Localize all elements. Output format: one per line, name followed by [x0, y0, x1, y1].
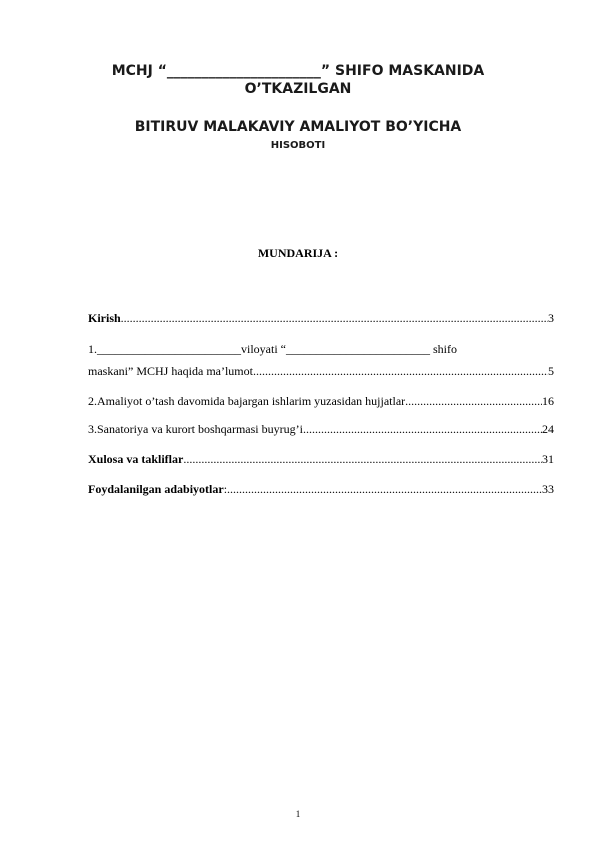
toc-dot-leader	[183, 451, 542, 468]
toc-entry-page: 5	[548, 364, 554, 378]
toc-entry-references	[88, 481, 554, 498]
page-number: 1	[295, 809, 301, 819]
toc-entry-company-info	[88, 341, 554, 380]
toc-entry-conclusion	[88, 451, 554, 468]
toc-dot-leader	[121, 310, 548, 327]
title-line-1-continued: O’TKAZILGAN	[244, 81, 352, 97]
toc-entry-page: 33	[542, 482, 554, 496]
toc-dot-leader	[227, 481, 542, 498]
toc-entry-page: 31	[542, 452, 554, 466]
toc-dot-leader	[253, 363, 548, 380]
toc-entry-label: 2.Amaliyot o’tash davomida bajargan ishlarim yuzasidan hujjatlar	[88, 394, 406, 408]
toc-entry-label: 3.Sanatoriya va kurort boshqarmasi buyrug’i	[88, 422, 303, 436]
toc-entry-order	[88, 421, 554, 438]
title-line-1: MCHJ “______________________” SHIFO MASKANIDA	[111, 63, 485, 79]
title-line-2: BITIRUV MALAKAVIY AMALIYOT BO’YICHA	[134, 119, 462, 135]
toc-entry-documents	[88, 393, 554, 410]
toc-entry-label: 1.________________________viloyati “________________________ shifo	[88, 342, 457, 356]
toc-heading: MUNDARIJA :	[257, 246, 339, 260]
toc-entry-label: Foydalanilgan adabiyotlar	[88, 482, 224, 496]
toc-dot-leader	[405, 393, 542, 410]
toc-dot-leader	[303, 421, 542, 438]
toc-entry-label-suffix: :	[223, 482, 228, 496]
toc-entry-page: 24	[542, 422, 554, 436]
toc-entry-intro	[88, 310, 554, 327]
toc-entry-label: Xulosa va takliflar	[88, 452, 184, 466]
toc-entry-page: 3	[548, 311, 554, 325]
title-line-3: HISOBOTI	[270, 140, 326, 151]
toc-entry-label: Kirish	[88, 311, 121, 325]
toc-entry-label-continued: maskani” MCHJ haqida ma’lumot	[88, 364, 253, 378]
toc-entry-page: 16	[542, 394, 554, 408]
